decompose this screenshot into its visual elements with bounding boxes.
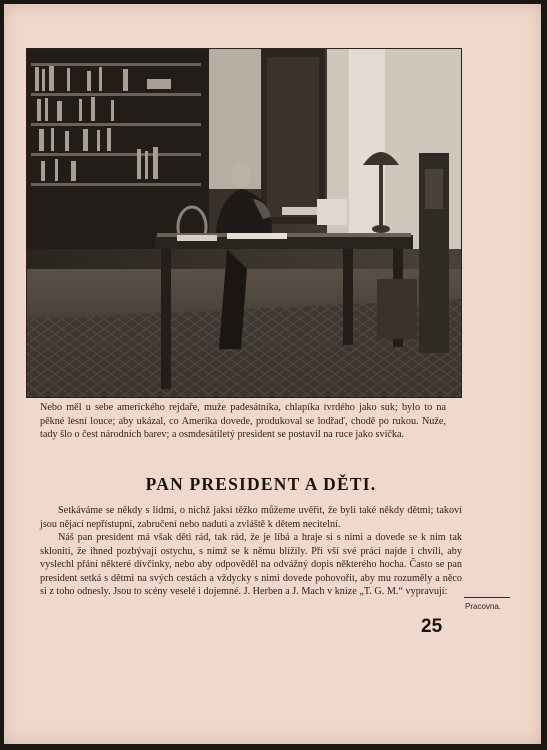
paragraph-2: Setkáváme se někdy s lidmi, o nichž jaksi těžko můžeme uvěřit, že byli také někdy dětmi; takoví jsou nějací nepřístupní, zabručení nebo naduti a zvláště k dětem necitelní.: [40, 505, 462, 530]
photo-caption: Pracovna.: [465, 602, 502, 611]
caption-rule: [464, 597, 510, 598]
study-photograph: [26, 48, 462, 398]
paragraph-1: Nebo měl u sebe amerického rejdaře, muže padesátníka, chlapíka tvrdého jako suk; bylo to na pěkné lesní louce; aby ukázal, co Amerika dovede, produkoval se lodřaď, chodě po rukou. Nuže, tady šlo o čest národních barev; a osmdesátiletý president se postavil na ruce jako svíčka.: [40, 402, 446, 441]
study-photo-illustration: [27, 49, 461, 397]
book-page: [4, 4, 541, 744]
page-number: 25: [421, 616, 443, 637]
section-heading: PAN PRESIDENT A DĚTI.: [145, 474, 377, 494]
paragraph-3: Náš pan president má však děti rád, tak rád, že je líbá a hraje si s nimi a dovede se k nim tak skloniti, že ihned pozbývají ostychu, s nímž se k němu blížily. Při vší své práci najde i chvíli, aby vyslechl přání některé dívčinky, nebo aby odpověděl na odvážný dopis některého hocha. Často se pan president setká s dětmi na svých cestách a vždycky s nimi dovede pohovořit, aby mu rozuměly a něco si z toho odnesly. Jsou to scény veselé i dojemné. J. Herben a J. Mach v knize „T. G. M.“ vypravují:: [40, 532, 462, 598]
